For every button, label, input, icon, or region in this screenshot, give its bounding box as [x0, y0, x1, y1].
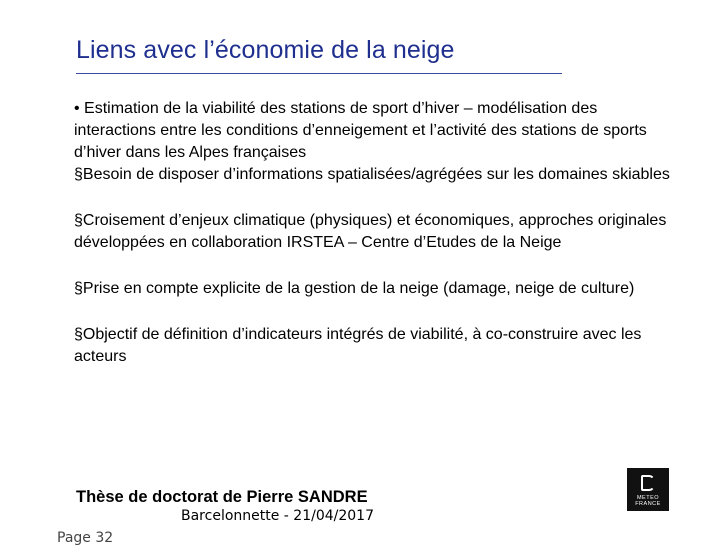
page-number: Page 32 — [57, 530, 114, 546]
bullet-prise-en-compte: §Prise en compte explicite de la gestion de la neige (damage, neige de culture) — [74, 280, 635, 297]
logo-text-line1: METEO — [636, 495, 660, 501]
bullet-estimation: • Estimation de la viabilité des stations de sport d’hiver – modélisation des interactions entre les conditions d’enneigement et l’activité des stations de sports d’hiver dans les Alpes françaises — [74, 100, 647, 161]
bullet-croisement: §Croisement d’enjeux climatique (physiques) et économiques, approches originales développées en collaboration IRSTEA – Centre d’Etudes de la Neige — [74, 212, 667, 251]
title-underline — [76, 73, 562, 74]
place-date: Barcelonnette - 21/04/2017 — [181, 508, 374, 524]
logo-text-line2: FRANCE — [635, 501, 661, 507]
thesis-author: Thèse de doctorat de Pierre SANDRE — [76, 488, 368, 506]
slide-body — [74, 98, 674, 368]
logo-mark — [641, 475, 655, 491]
bullet-besoin: §Besoin de disposer d’informations spatialisées/agrégées sur les domaines skiables — [74, 166, 670, 183]
bullet-objectif: §Objectif de définition d’indicateurs intégrés de viabilité, à co-construire avec les acteurs — [74, 326, 642, 365]
slide-title: Liens avec l’économie de la neige — [76, 36, 455, 64]
meteo-france-logo-icon — [627, 468, 669, 511]
